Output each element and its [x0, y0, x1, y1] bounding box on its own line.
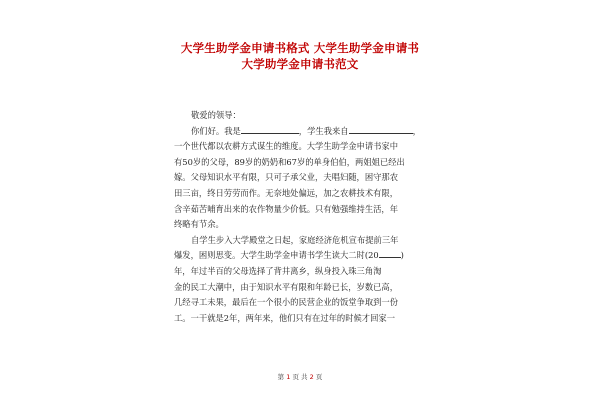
document-body: [174, 108, 432, 326]
year-blank: [379, 248, 401, 258]
footer-prefix: 第: [277, 373, 285, 381]
greeting-text-a: 你们好。我是: [191, 125, 241, 136]
document-title-line-2: 大学助学金申请书范文: [241, 57, 359, 71]
body-line: 工。一干就是2年，两年来，他们只有在过年的时候才回家一: [174, 312, 395, 323]
body-line: 含辛茹苦哺育出来的农作物量少价低。只有勉强维持生活，年: [174, 203, 399, 214]
body-line: [174, 248, 432, 264]
footer-suffix: 页: [315, 373, 323, 381]
greeting-text-b: ，学生我来自: [298, 125, 349, 136]
greeting-text-c: ，: [412, 125, 421, 136]
body-text: ): [400, 250, 404, 261]
body-line: 嫁。父母知识水平有限，只可子承父业，夫唱妇随，困守那农: [174, 172, 399, 183]
name-blank: [241, 124, 299, 134]
body-line: 一个世代都以农耕方式谋生的维度。大学生助学金申请书家中: [174, 141, 399, 152]
body-text: 爆发，困则思变。大学生助学金申请书学生读大二时(20: [174, 250, 379, 261]
footer-total-pages: 2: [309, 373, 314, 381]
hometown-blank: [349, 124, 413, 134]
footer-mid: 页 共: [292, 373, 308, 381]
body-line: 终略有节余。: [174, 219, 224, 230]
greeting-line: [174, 124, 432, 140]
footer-page-number: 1: [286, 373, 291, 381]
page-footer: [0, 372, 600, 381]
document-title-line-1: 大学生助学金申请书格式 大学生助学金申请书: [180, 41, 420, 55]
body-line: 田三亩，终日劳劳而作。无奈地处偏远，加之农耕技术有限，: [174, 187, 399, 198]
body-line: 年，年过半百的父母选择了背井离乡，纵身投入珠三角淘: [174, 265, 382, 276]
body-line: 有50岁的父母，89岁的奶奶和67岁的单身伯伯，两姐姐已经出: [174, 156, 405, 167]
paragraph-2-first-line: 自学生步入大学殿堂之日起，家庭经济危机宣布提前三年: [191, 234, 399, 245]
body-line: 几经寻工未果，最后在一个很小的民营企业的饭堂争取到一份: [174, 297, 399, 308]
body-line: 金的民工大潮中，由于知识水平有限和年龄已长，岁数已高，: [174, 281, 399, 292]
salutation: 敬爱的领导：: [191, 110, 241, 120]
